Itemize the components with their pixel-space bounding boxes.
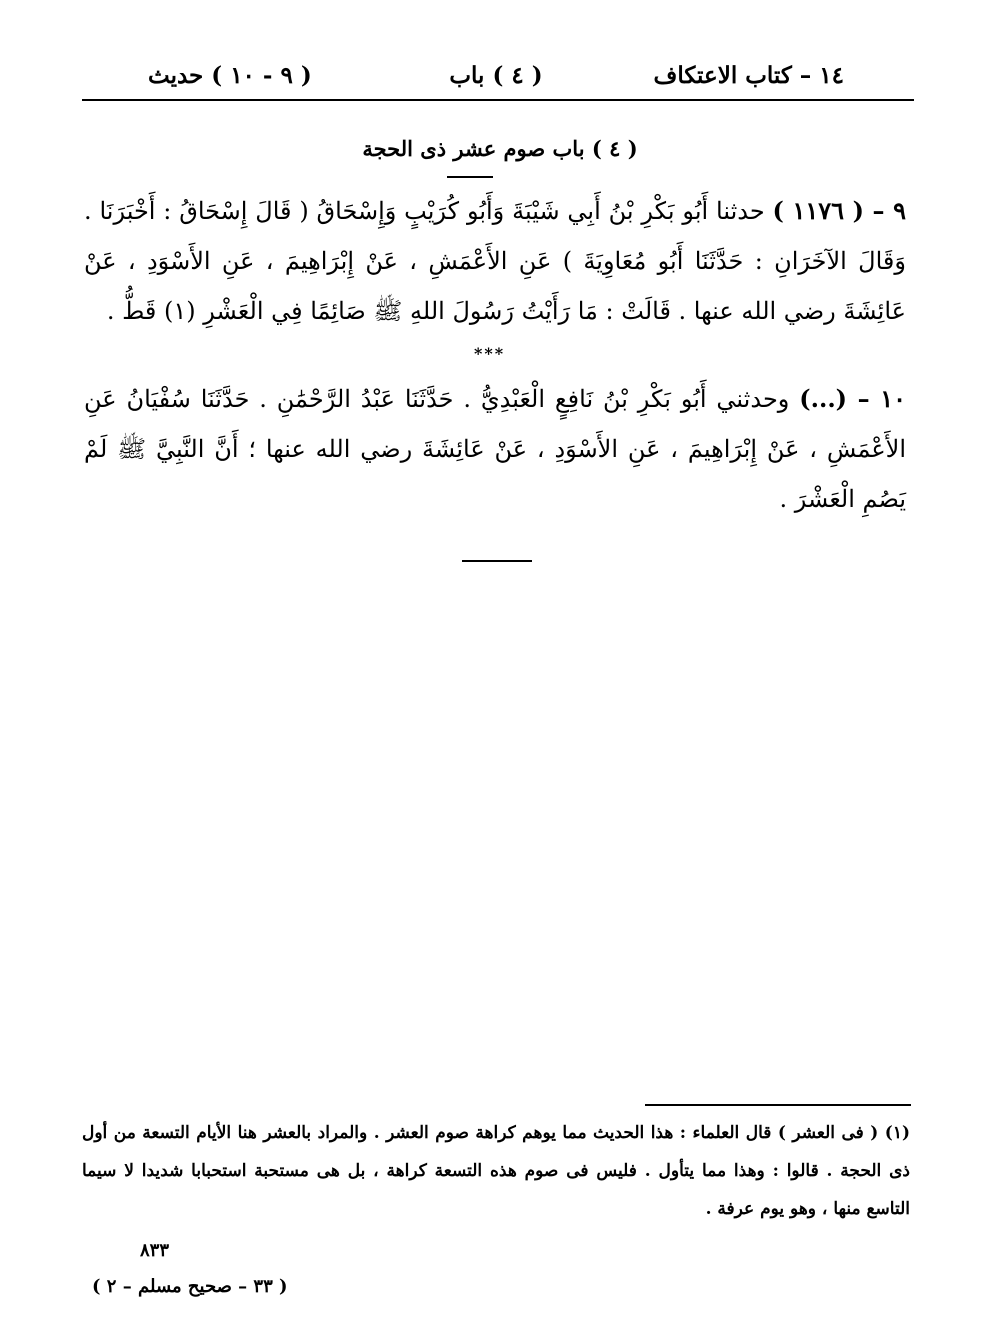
hadith-10-text: وحدثني أَبُو بَكْرِ بْنُ نَافِعٍ الْعَبْدِيُّ . حَدَّثَنَا عَبْدُ الرَّحْمَٰنِ . حَدَّثَنَا سُفْيَانُ عَنِ الأَعْمَشِ ، عَنْ إِبْرَاهِيمَ ، عَنِ الأَسْوَدِ ، عَنْ عَائِشَةَ رضي الله عنها ؛ أَنَّ النَّبِيَّ ﷺ لَمْ يَصُمِ الْعَشْرَ . (84, 385, 906, 513)
footnote: (١) ( فى العشر ) قال العلماء : هذا الحديث مما يوهم كراهة صوم العشر . والمراد بالعشر هنا الأيام التسعة من أول ذى الحجة . قالوا : وهذا مما يتأول . فليس فى صوم هذه التسعة كراهة ، بل هى مستحبة استحبابا شديدا لا سيما التاسع منها ، وهو يوم عرفة . (82, 1123, 910, 1219)
header-rule (82, 99, 914, 101)
printer-signature: ( ٣٣ – صحيح مسلم – ٢ ) (92, 1276, 288, 1297)
title-underline (447, 176, 493, 178)
hadith-10-number: ١٠ – (...) (799, 384, 906, 413)
footnote-rule (645, 1104, 911, 1106)
header-book-title: ١٤ – كتاب الاعتكاف (653, 62, 844, 89)
chapter-title: ( ٤ ) باب صوم عشر ذى الحجة (362, 136, 638, 161)
chapter-end-rule (462, 560, 532, 562)
header-chapter: ( ٤ ) باب (449, 62, 543, 89)
hadith-10 (84, 374, 906, 524)
hadith-9-text: حدثنا أَبُو بَكْرِ بْنُ أَبِي شَيْبَةَ وَأَبُو كُرَيْبٍ وَإِسْحَاقُ ( قَالَ إِسْحَاقُ : أَخْبَرَنَا . وَقَالَ الآخَرَانِ : حَدَّثَنَا أَبُو مُعَاوِيَةَ ) عَنِ الأَعْمَشِ ، عَنْ إِبْرَاهِيمَ ، عَنِ الأَسْوَدِ ، عَنْ عَائِشَةَ رضي الله عنها . قَالَتْ : مَا رَأَيْتُ رَسُولَ اللهِ ﷺ صَائِمًا فِي الْعَشْرِ (١) قَطُّ . (84, 197, 906, 325)
page-number: ٨٣٣ (140, 1240, 170, 1261)
header-hadith-range: ( ٩ - ١٠ ) حديث (148, 62, 312, 89)
hadith-9-number: ٩ – ( ١١٧٦ ) (772, 196, 907, 225)
running-header (78, 58, 914, 98)
section-separator: *** (474, 344, 506, 363)
hadith-9 (84, 186, 906, 336)
